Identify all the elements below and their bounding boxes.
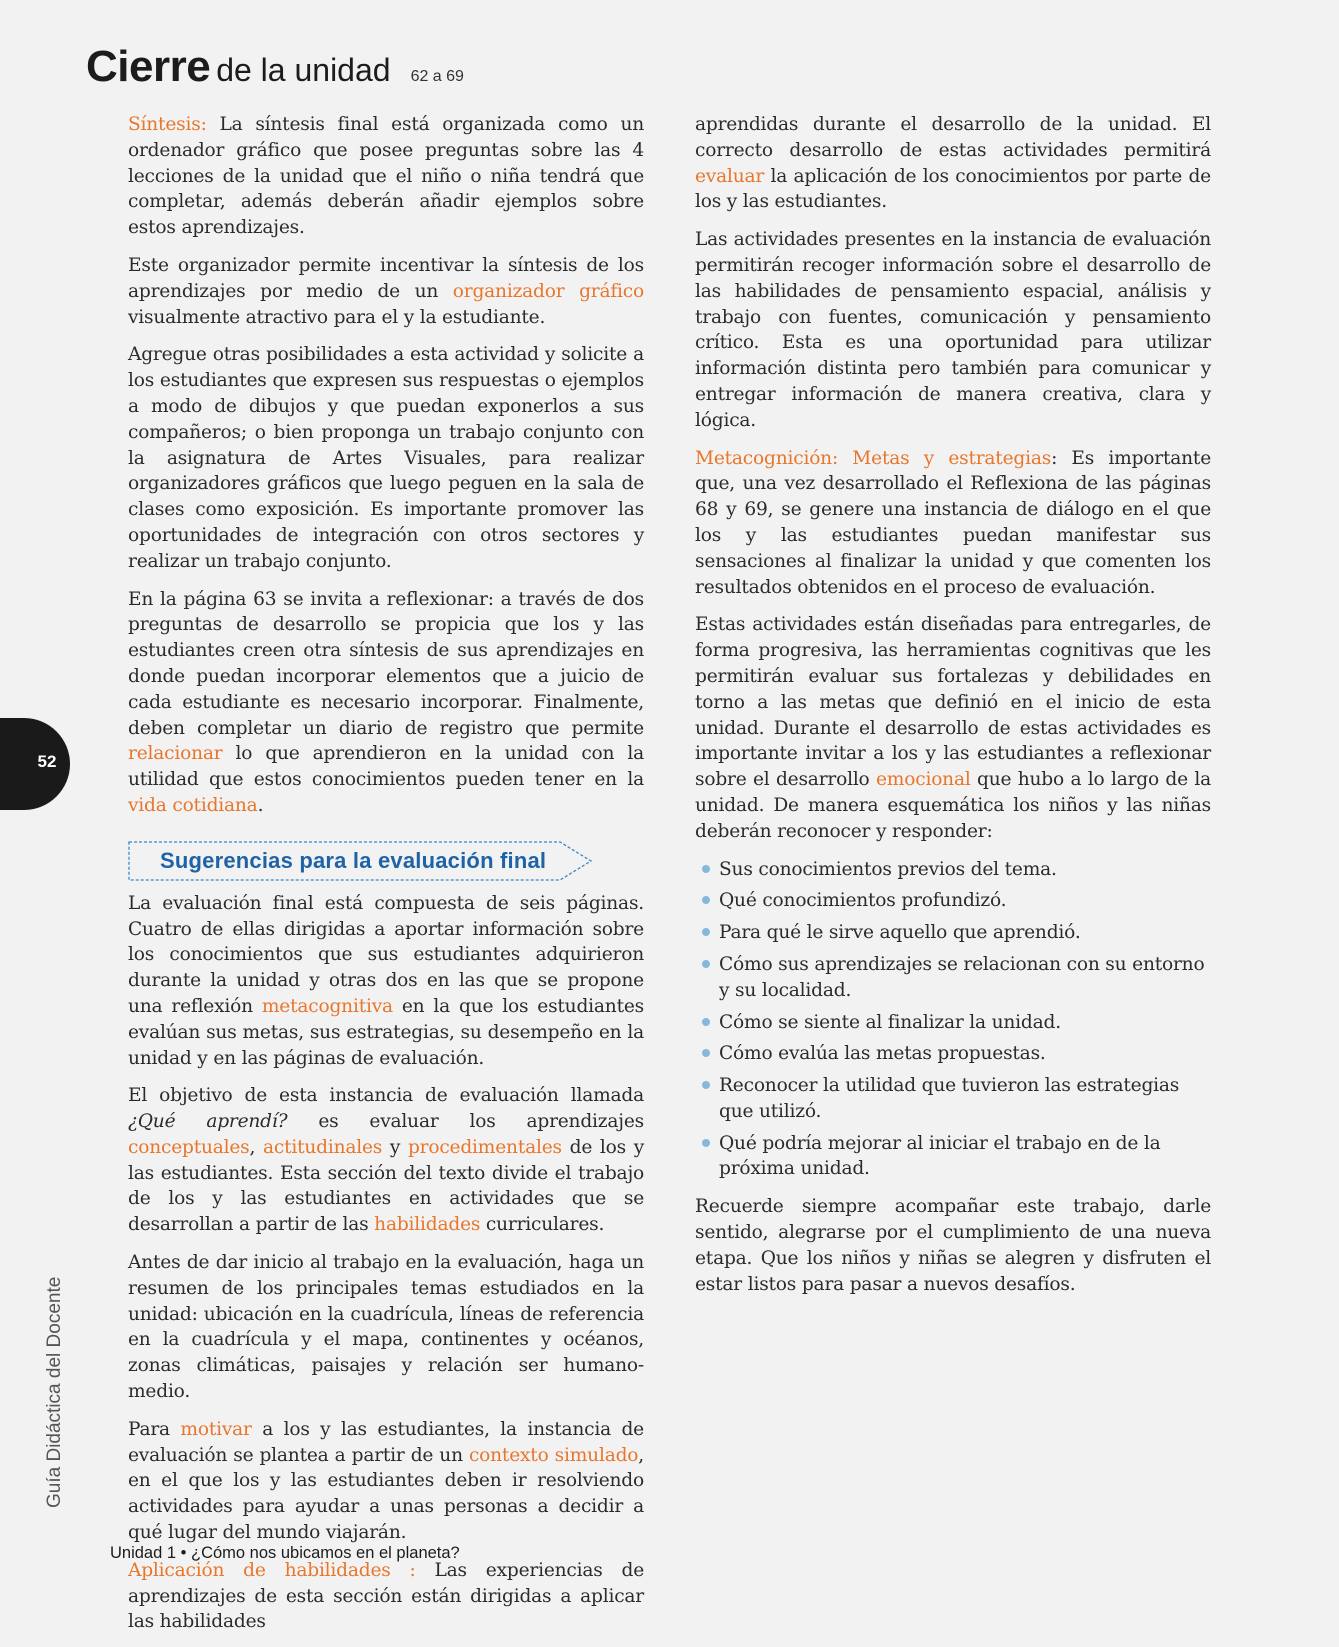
final-eval-paragraph: La evaluación final está compuesta de seis páginas. Cuatro de ellas dirigidas a aportar información sobre los conocimientos que sus estudiantes adquirieron durante la unidad y otras dos en las que se propone una reflexión metacognitiva en la que los estudiantes evalúan sus metas, sus estrategias, su desempeño en la unidad y en las páginas de evaluación.	[128, 892, 644, 1069]
list-item: Para qué le sirve aquello que aprendió.	[695, 920, 1211, 946]
list-item: Sus conocimientos previos del tema.	[695, 857, 1211, 883]
left-column	[128, 112, 644, 1647]
list-item: Cómo sus aprendizajes se relacionan con su entorno y su localidad.	[695, 952, 1211, 1004]
term-metacognicion: Metacognición: Metas y estrategias	[695, 447, 1052, 469]
term-metacognitiva: metacognitiva	[261, 995, 393, 1017]
page-number: 52	[37, 752, 57, 771]
term-relacionar: relacionar	[128, 743, 223, 765]
page-title	[86, 42, 464, 92]
title-bold: Cierre	[86, 42, 211, 91]
term-evaluar: evaluar	[695, 165, 765, 187]
synthesis-term: Síntesis:	[128, 114, 207, 135]
term-contexto-simulado: contexto simulado	[468, 1444, 639, 1466]
term-emocional: emocional	[876, 769, 971, 791]
term-vida-cotidiana: vida cotidiana	[128, 794, 258, 816]
objective-paragraph: El objetivo de esta instancia de evaluación llamada ¿Qué aprendí? es evaluar los aprendizajes conceptuales, actitudinales y procedimentales de los y las estudiantes. Esta sección del texto divide el trabajo de los y las estudiantes en actividades que se desarrollan a partir de las habilidades curriculares.	[128, 1085, 644, 1236]
right-column	[695, 112, 1211, 1309]
list-item: Cómo evalúa las metas propuestas.	[695, 1041, 1211, 1067]
page-range: 62 a 69	[410, 68, 464, 85]
bullet-dot-icon	[702, 1049, 710, 1057]
closing-paragraph: Recuerde siempre acompañar este trabajo, darle sentido, alegrarse por el cumplimiento de una nueva etapa. Que los niños y niñas se alegren y disfruten el estar listos para pasar a nuevos desafíos.	[695, 1196, 1211, 1295]
list-item: Reconocer la utilidad que tuvieron las estrategias que utilizó.	[695, 1073, 1211, 1125]
section-banner	[128, 841, 593, 881]
metacognition-paragraph: Metacognición: Metas y estrategias: Es importante que, una vez desarrollado el Reflexiona de las páginas 68 y 69, se genere una instancia de diálogo en el que los y las estudiantes puedan manifestar sus sensaciones al finalizar la unidad y que comenten los resultados obtenidos en el proceso de evaluación.	[695, 447, 1211, 598]
organizer-paragraph: Este organizador permite incentivar la síntesis de los aprendizajes por medio de un organizador gráfico visualmente atractivo para el y la estudiante.	[128, 254, 644, 328]
list-item: Qué conocimientos profundizó.	[695, 888, 1211, 914]
reflection-list	[695, 857, 1211, 1183]
bullet-dot-icon	[702, 865, 710, 873]
skills-application-paragraph: Aplicación de habilidades : Las experiencias de aprendizajes de esta sección están dirigidas a aplicar las habilidades	[128, 1559, 644, 1633]
bullet-dot-icon	[702, 896, 710, 904]
term-procedimentales: procedimentales	[407, 1136, 562, 1158]
motivate-paragraph: Para motivar a los y las estudiantes, la instancia de evaluación se plantea a partir de un contexto simulado, en el que los y las estudiantes deben ir resolviendo actividades para ayudar a unas personas a decidir a qué lugar del mundo viajarán.	[128, 1418, 645, 1544]
term-motivar: motivar	[180, 1418, 252, 1440]
synthesis-paragraph: Síntesis: La síntesis final está organizada como un ordenador gráfico que posee preguntas sobre las 4 lecciones de la unidad que el niño o niña tendrá que completar, además deberán añadir ejemplos sobre estos aprendizajes.	[128, 114, 644, 239]
side-label: Guía Didáctica del Docente	[44, 1276, 65, 1508]
other-possibilities-paragraph: Agregue otras posibilidades a esta actividad y solicite a los estudiantes que expresen sus respuestas o ejemplos a modo de dibujos y que puedan exponerlos a sus compañeros; o bien proponga un trabajo conjunto con la asignatura de Artes Visuales, para realizar organizadores gráficos que luego peguen en la sala de clases como exposición. Es importante promover las oportunidades de integración con otros sectores y realizar un trabajo conjunto.	[128, 344, 644, 572]
term-organizador-grafico: organizador gráfico	[452, 280, 644, 302]
section-heading: Sugerencias para la evaluación final	[160, 847, 547, 873]
summary-paragraph: Antes de dar inicio al trabajo en la evaluación, haga un resumen de los principales temas estudiados en la unidad: ubicación en la cuadrícula, líneas de referencia en la cuadrícula y el mapa, continentes y océanos, zonas climáticas, paisajes y relación ser humano-medio.	[128, 1252, 644, 1403]
footer-unit-title: Unidad 1 • ¿Cómo nos ubicamos en el planeta?	[110, 1544, 460, 1562]
bullet-dot-icon	[702, 1081, 710, 1089]
term-actitudinales: actitudinales	[262, 1136, 383, 1158]
list-item: Qué podría mejorar al iniciar el trabajo en de la próxima unidad.	[695, 1131, 1211, 1183]
bullet-dot-icon	[702, 960, 710, 968]
reflect-paragraph: En la página 63 se invita a reflexionar: a través de dos preguntas de desarrollo se propicia que los y las estudiantes creen otra síntesis de sus aprendizajes en donde puedan incorporar elementos que a juicio de cada estudiante es necesario incorporar. Finalmente, deben completar un diario de registro que permite relacionar lo que aprendieron en la unidad con la utilidad que estos conocimientos pueden tener en la vida cotidiana.	[128, 588, 644, 816]
term-habilidades: habilidades	[374, 1214, 481, 1236]
title-rest: de la unidad	[216, 52, 391, 88]
term-que-aprendi: ¿Qué aprendí?	[128, 1111, 288, 1133]
term-aplicacion-habilidades: Aplicación de habilidades :	[128, 1559, 416, 1581]
continuation-paragraph: aprendidas durante el desarrollo de la unidad. El correcto desarrollo de estas actividades permitirá evaluar la aplicación de los conocimientos por parte de los y las estudiantes.	[695, 114, 1211, 213]
progressive-paragraph: Estas actividades están diseñadas para entregarles, de forma progresiva, las herramientas cognitivas que les permitirán evaluar sus fortalezas y debilidades en torno a las metas que definió en el inicio de esta unidad. Durante el desarrollo de estas actividades es importante invitar a los y las estudiantes a reflexionar sobre el desarrollo emocional que hubo a lo largo de la unidad. De manera esquemática los niños y las niñas deberán reconocer y responder:	[695, 614, 1211, 842]
term-conceptuales: conceptuales	[128, 1136, 250, 1158]
bullet-dot-icon	[702, 928, 710, 936]
bullet-dot-icon	[702, 1139, 710, 1147]
list-item: Cómo se siente al finalizar la unidad.	[695, 1010, 1211, 1036]
bullet-dot-icon	[702, 1018, 710, 1026]
activities-paragraph: Las actividades presentes en la instancia de evaluación permitirán recoger información sobre el desarrollo de las habilidades de pensamiento espacial, análisis y trabajo con fuentes, comunicación y pensamiento crítico. Esta es una oportunidad para utilizar información distinta pero también para comunicar y entregar información de manera creativa, clara y lógica.	[695, 229, 1211, 431]
